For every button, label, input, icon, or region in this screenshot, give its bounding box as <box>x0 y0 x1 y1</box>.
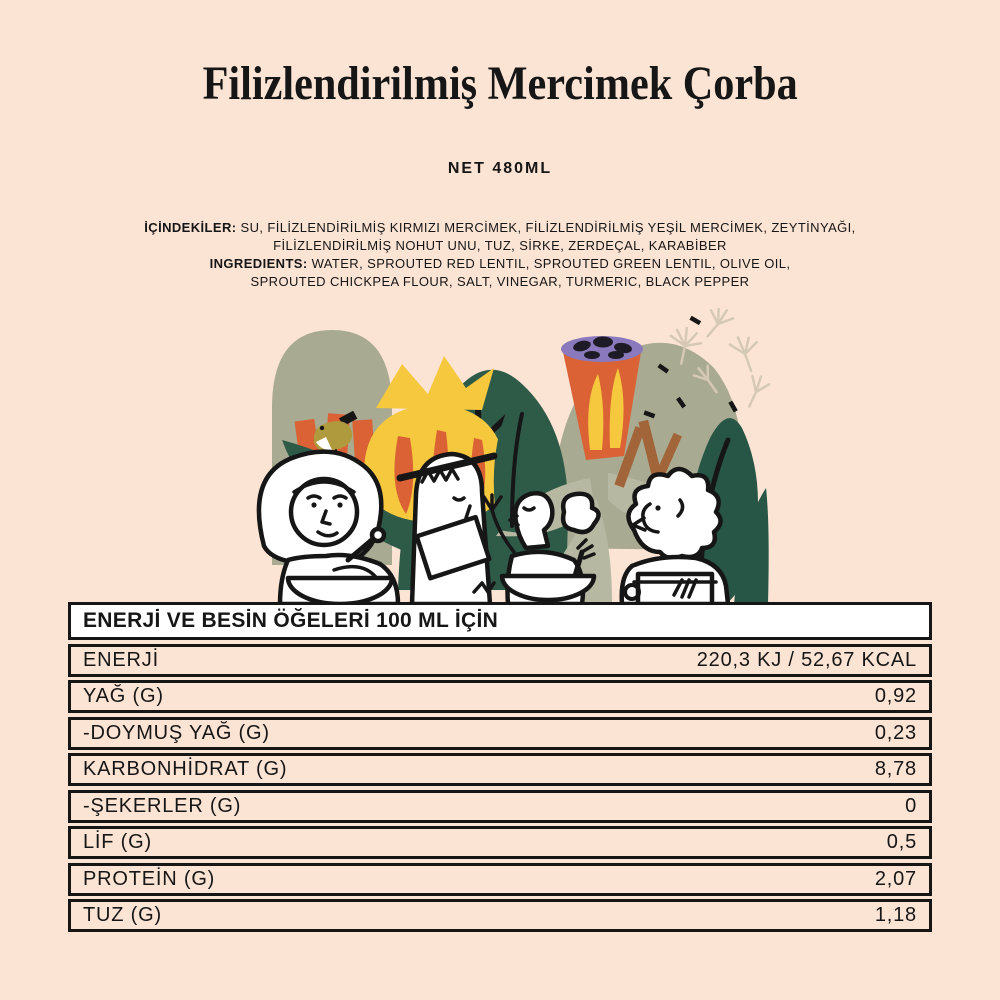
table-row <box>68 644 932 677</box>
row-label: -DOYMUŞ YAĞ (G) <box>83 721 270 744</box>
page-title <box>0 57 1000 110</box>
ingredients-en-line2: SPROUTED CHICKPEA FLOUR, SALT, VINEGAR, TURMERIC, BLACK PEPPER <box>250 274 750 289</box>
ingredients-tr-line2: FİLİZLENDİRİLMİŞ NOHUT UNU, TUZ, SİRKE, ZERDEÇAL, KARABİBER <box>273 238 727 253</box>
row-value: 220,3 KJ / 52,67 KCAL <box>696 648 917 671</box>
row-value: 1,18 <box>874 904 917 926</box>
ingredients-tr-label: İÇİNDEKİLER: <box>144 220 237 235</box>
net-weight: NET 480ML <box>447 160 553 177</box>
row-value: 0,5 <box>886 831 917 853</box>
row-value: 0 <box>905 794 917 817</box>
table-row <box>68 680 932 713</box>
table-row <box>68 826 932 859</box>
row-label: ENERJİ <box>83 648 159 671</box>
row-value: 2,07 <box>874 867 917 890</box>
table-row <box>68 717 932 750</box>
nutrition-rows <box>68 644 932 933</box>
illustration-svg <box>230 308 770 604</box>
row-label: LİF (G) <box>83 831 152 853</box>
row-label: KARBONHİDRAT (G) <box>83 758 288 780</box>
row-label: TUZ (G) <box>83 904 162 926</box>
row-value: 8,78 <box>874 758 917 780</box>
row-label: PROTEİN (G) <box>83 867 216 890</box>
row-label: YAĞ (G) <box>83 685 164 707</box>
nutrition-table <box>68 602 932 932</box>
table-row <box>68 899 932 932</box>
table-row <box>68 790 932 823</box>
row-value: 0,92 <box>874 685 917 707</box>
product-name: Filizlendirilmiş Mercimek Çorba <box>202 57 798 110</box>
row-value: 0,23 <box>874 721 917 744</box>
row-label: -ŞEKERLER (G) <box>83 794 242 817</box>
ingredients-en-line1: INGREDIENTS: WATER, SPROUTED RED LENTIL, SPROUTED GREEN LENTIL, OLIVE OIL, <box>209 256 791 271</box>
table-row <box>68 863 932 896</box>
table-row <box>68 753 932 786</box>
ingredients-en-label: INGREDIENTS: <box>209 256 308 271</box>
ingredients-block <box>40 219 960 291</box>
person-with-hat <box>400 454 494 604</box>
ingredients-tr-line1: İÇİNDEKİLER: SU, FİLİZLENDİRİLMİŞ KIRMIZI MERCİMEK, FİLİZLENDİRİLMİŞ YEŞİL MERCİMEK, ZEYTİNYAĞI, <box>144 220 856 235</box>
illustration <box>230 308 770 604</box>
nutrition-table-header: ENERJİ VE BESİN ÖĞELERİ 100 ML İÇİN <box>68 602 932 640</box>
